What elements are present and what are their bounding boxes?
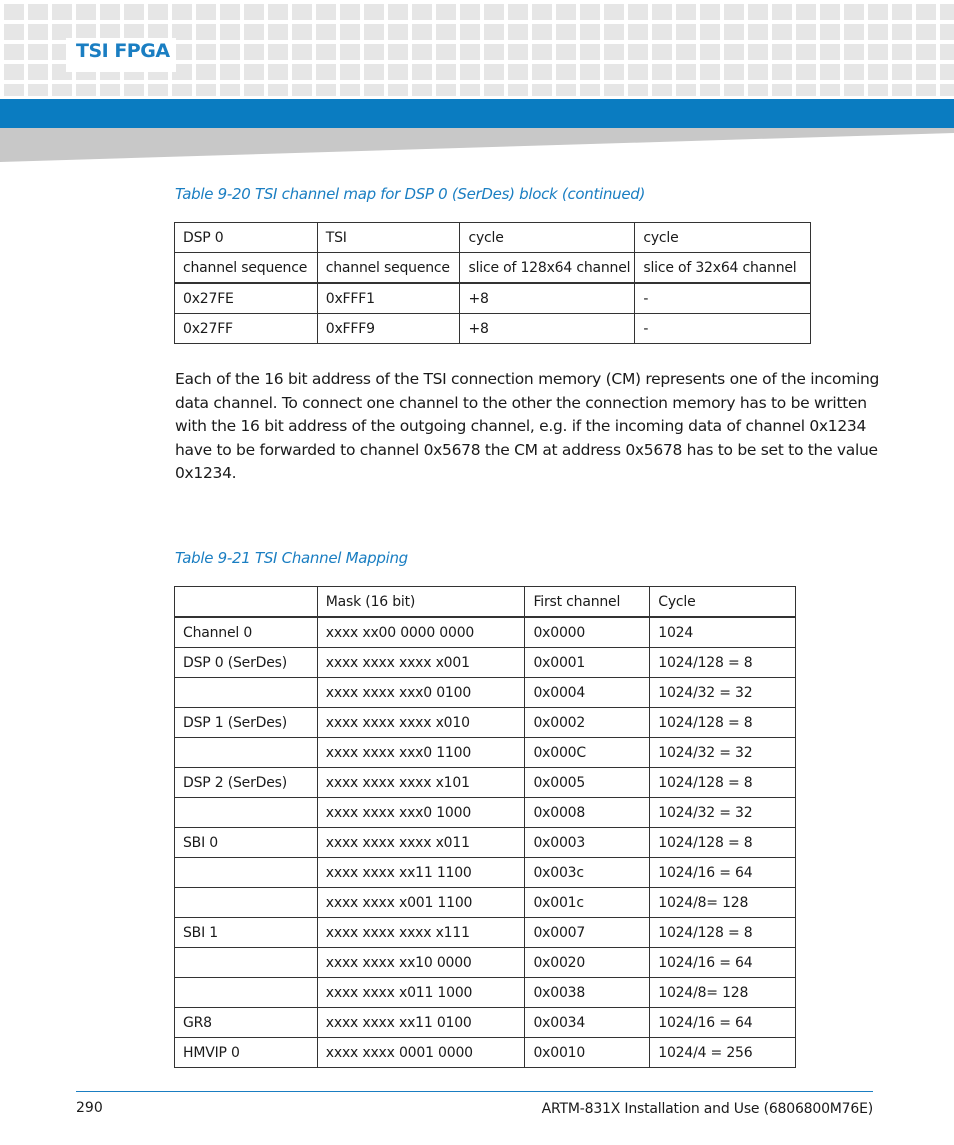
table-row <box>175 978 796 1008</box>
table-cell: 1024/128 = 8 <box>650 918 796 948</box>
table-row <box>175 648 796 678</box>
table-row <box>175 858 796 888</box>
table-cell: 1024/32 = 32 <box>650 798 796 828</box>
table-cell: 0x0038 <box>525 978 650 1008</box>
table-cell: HMVIP 0 <box>175 1038 318 1068</box>
table-row <box>175 1038 796 1068</box>
table-cell <box>175 948 318 978</box>
table-cell: 0x000C <box>525 738 650 768</box>
table-cell: 0x003c <box>525 858 650 888</box>
table-cell: xxxx xxxx xxxx x011 <box>317 828 525 858</box>
table-cell: xxxx xxxx x001 1100 <box>317 888 525 918</box>
table-row <box>175 768 796 798</box>
table-cell: 1024 <box>650 617 796 648</box>
table-cell: DSP 2 (SerDes) <box>175 768 318 798</box>
table-cell: First channel <box>525 587 650 618</box>
table-caption-9-21: Table 9-21 TSI Channel Mapping <box>175 549 408 567</box>
table-cell: 1024/16 = 64 <box>650 948 796 978</box>
table-cell: 1024/32 = 32 <box>650 678 796 708</box>
table-cell: 1024/16 = 64 <box>650 1008 796 1038</box>
table-row <box>175 283 811 314</box>
table-cell: 0x0010 <box>525 1038 650 1068</box>
table-cell: DSP 0 <box>175 223 318 253</box>
table-cell: channel sequence <box>175 253 318 284</box>
table-row <box>175 948 796 978</box>
table-cell: Channel 0 <box>175 617 318 648</box>
header-gray-wedge <box>0 128 954 164</box>
table-cell: xxxx xxxx x011 1000 <box>317 978 525 1008</box>
table-cell: xxxx xxxx xxxx x010 <box>317 708 525 738</box>
table-cell <box>175 587 318 618</box>
table-row <box>175 1008 796 1038</box>
table-cell: 0x27FE <box>175 283 318 314</box>
table-cell: 1024/8= 128 <box>650 978 796 1008</box>
table-header-row <box>175 587 796 618</box>
table-cell: 0xFFF1 <box>317 283 460 314</box>
table-row <box>175 708 796 738</box>
table-cell: xxxx xxxx 0001 0000 <box>317 1038 525 1068</box>
table-cell: TSI <box>317 223 460 253</box>
table-cell: 1024/128 = 8 <box>650 708 796 738</box>
table-cell: 1024/8= 128 <box>650 888 796 918</box>
document-title: ARTM-831X Installation and Use (6806800M76E) <box>541 1101 873 1117</box>
table-row <box>175 617 796 648</box>
table-cell: xxxx xxxx xxx0 0100 <box>317 678 525 708</box>
table-cell: 0x0008 <box>525 798 650 828</box>
table-row <box>175 918 796 948</box>
table-cell: 0x001c <box>525 888 650 918</box>
table-cell: slice of 128x64 channel <box>460 253 635 284</box>
table-cell: 1024/16 = 64 <box>650 858 796 888</box>
table-cell: xxxx xxxx xxxx x101 <box>317 768 525 798</box>
table-row <box>175 738 796 768</box>
table-row <box>175 888 796 918</box>
table-cell: 1024/128 = 8 <box>650 768 796 798</box>
table-cell: 0x0004 <box>525 678 650 708</box>
table-cell: 0x0003 <box>525 828 650 858</box>
header-blue-bar <box>0 99 954 128</box>
table-cell: GR8 <box>175 1008 318 1038</box>
table-cell <box>175 978 318 1008</box>
table-cell: 0x0005 <box>525 768 650 798</box>
table-row <box>175 828 796 858</box>
table-cell: SBI 1 <box>175 918 318 948</box>
table-cell: xxxx xxxx xxx0 1100 <box>317 738 525 768</box>
table-cell: SBI 0 <box>175 828 318 858</box>
table-cell: DSP 0 (SerDes) <box>175 648 318 678</box>
table-row <box>175 678 796 708</box>
table-cell: 0x0020 <box>525 948 650 978</box>
table-cell: +8 <box>460 283 635 314</box>
table-cell <box>175 678 318 708</box>
table-cell: +8 <box>460 314 635 344</box>
table-cell: xxxx xxxx xxx0 1000 <box>317 798 525 828</box>
table-row <box>175 314 811 344</box>
table-row <box>175 798 796 828</box>
table-cell: - <box>635 314 811 344</box>
table-cell: - <box>635 283 811 314</box>
page-title: TSI FPGA <box>76 40 170 62</box>
table-cell: cycle <box>635 223 811 253</box>
table-cell: channel sequence <box>317 253 460 284</box>
table-cell: 1024/128 = 8 <box>650 648 796 678</box>
table-cell: xxxx xxxx xx11 1100 <box>317 858 525 888</box>
table-cell: xxxx xxxx xx10 0000 <box>317 948 525 978</box>
table-header-row <box>175 223 811 253</box>
page-number: 290 <box>76 1100 103 1116</box>
table-cell: xxxx xxxx xxxx x111 <box>317 918 525 948</box>
table-cell: 0x0007 <box>525 918 650 948</box>
table-cell: 1024/32 = 32 <box>650 738 796 768</box>
table-cell: DSP 1 (SerDes) <box>175 708 318 738</box>
table-cell: cycle <box>460 223 635 253</box>
table-cell: 0xFFF9 <box>317 314 460 344</box>
table-header-row <box>175 253 811 284</box>
table-cell <box>175 738 318 768</box>
table-cell: xxxx xxxx xx11 0100 <box>317 1008 525 1038</box>
table-cell: 0x0034 <box>525 1008 650 1038</box>
table-cell: 1024/4 = 256 <box>650 1038 796 1068</box>
table-cell: 0x0000 <box>525 617 650 648</box>
table-cell: xxxx xxxx xxxx x001 <box>317 648 525 678</box>
table-cell: Mask (16 bit) <box>317 587 525 618</box>
tsi-channel-mapping-table <box>174 586 796 1068</box>
footer-divider <box>76 1091 873 1092</box>
table-caption-9-20: Table 9-20 TSI channel map for DSP 0 (SerDes) block (continued) <box>175 185 646 203</box>
table-cell: 0x27FF <box>175 314 318 344</box>
tsi-channel-map-table <box>174 222 811 344</box>
table-cell <box>175 858 318 888</box>
table-cell: 1024/128 = 8 <box>650 828 796 858</box>
table-cell: 0x0002 <box>525 708 650 738</box>
table-cell: slice of 32x64 channel <box>635 253 811 284</box>
table-cell <box>175 798 318 828</box>
table-cell: Cycle <box>650 587 796 618</box>
table-cell: xxxx xx00 0000 0000 <box>317 617 525 648</box>
body-paragraph: Each of the 16 bit address of the TSI connection memory (CM) represents one of the incoming data channel. To connect one channel to the other the connection memory has to be written with the 16 bit address of the outgoing channel, e.g. if the incoming data of channel 0x1234 have to be forwarded to channel 0x5678 the CM at address 0x5678 has to be set to the value 0x1234. <box>175 370 880 482</box>
table-cell <box>175 888 318 918</box>
table-cell: 0x0001 <box>525 648 650 678</box>
